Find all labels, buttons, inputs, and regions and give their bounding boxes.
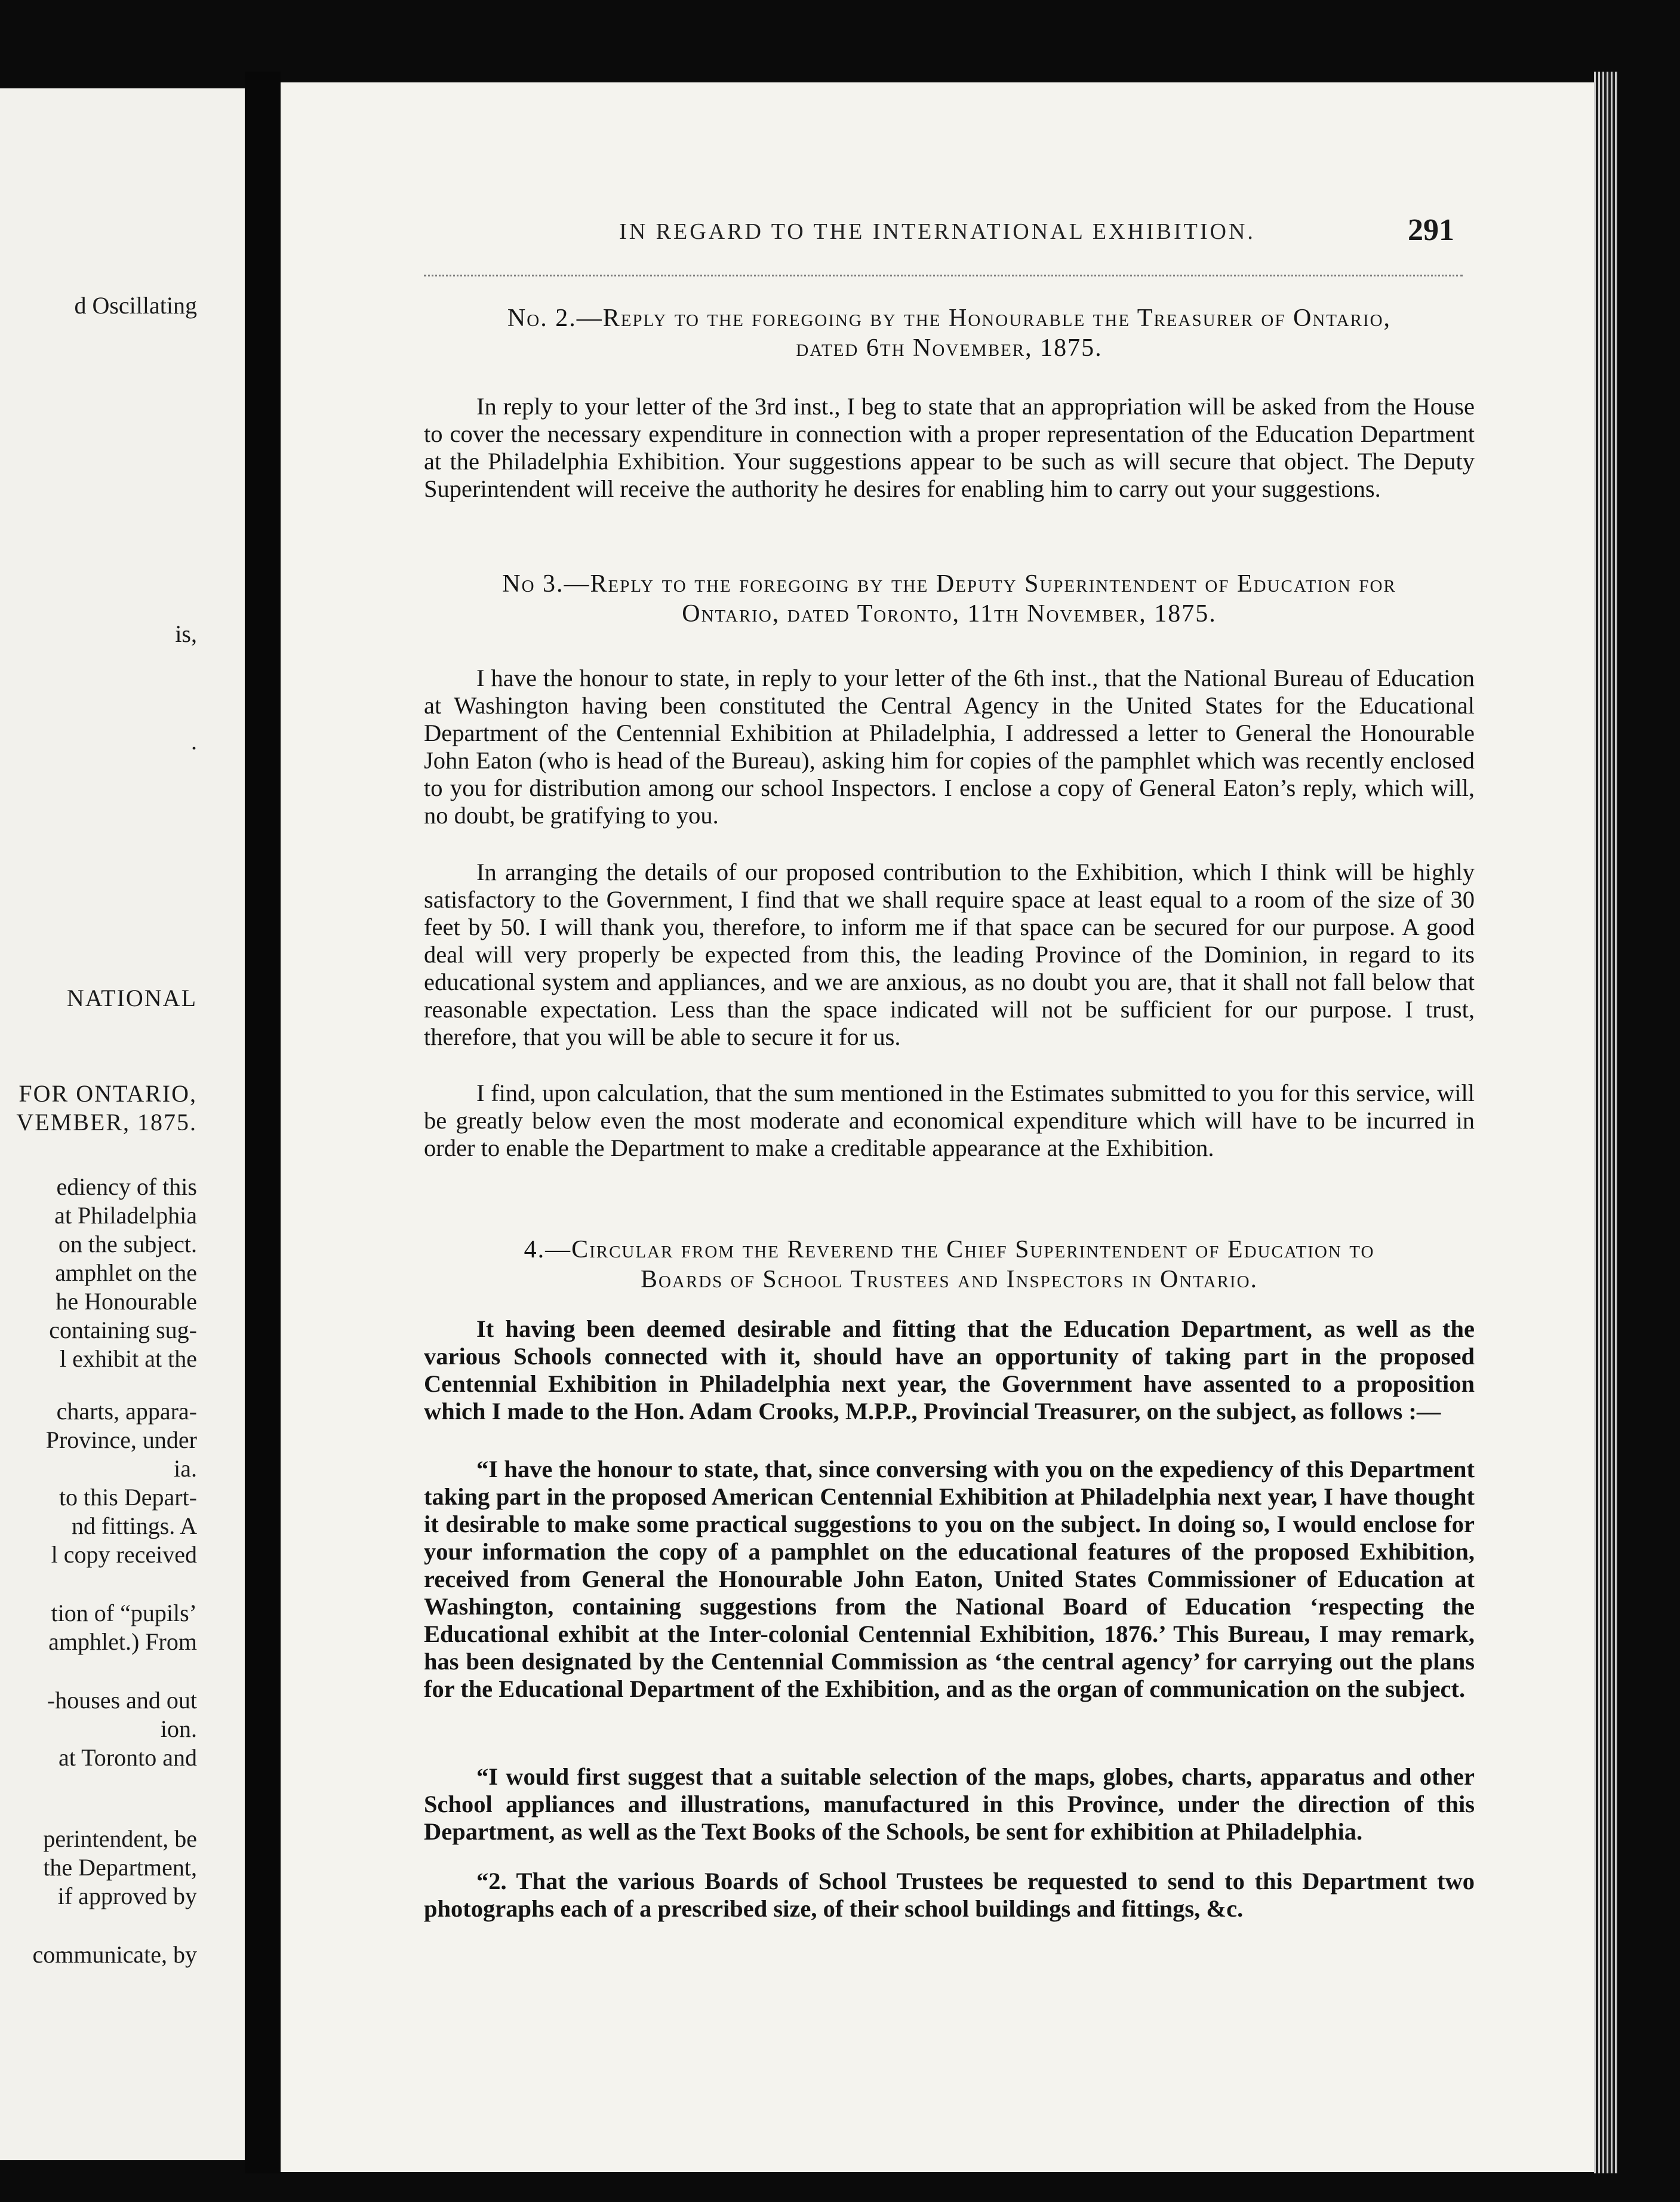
section-2-heading-date: dated 6th November, 1875. (796, 334, 1103, 362)
left-page-line: nd fittings. A (71, 1512, 197, 1539)
section-4-paragraph-4: “2. That the various Boards of School Trustees be requested to send to this Department two photographs each of a prescribed size, of their school buildings and fittings, &c. (424, 1868, 1475, 1922)
section-3-paragraph-1: I have the honour to state, in reply to your letter of the 6th inst., that the National Bureau of Education at Washington having been constituted the Central Agency in the United States for the Educational Department of the Centennial Exhibition at Philadelphia, I addressed a letter to General the Honourable John Eaton (who is head of the Bureau), asking him for copies of the pamphlet which was recently enclosed to you for distribution among our school Inspectors. I enclose a copy of General Eaton’s reply, which will, no doubt, be gratifying to you. (424, 665, 1475, 829)
left-page-line: charts, appara- (56, 1398, 197, 1425)
running-head: IN REGARD TO THE INTERNATIONAL EXHIBITION. (619, 219, 1256, 244)
right-page (281, 82, 1594, 2172)
header-rule (424, 275, 1463, 276)
page-number: 291 (1408, 213, 1454, 247)
left-page-line: NATIONAL (66, 985, 197, 1011)
left-page-line: if approved by (57, 1883, 197, 1909)
left-page-line: tion of “pupils’ (51, 1600, 197, 1626)
left-page-line: containing sug- (49, 1317, 197, 1343)
left-page-line: at Toronto and (59, 1744, 197, 1771)
left-page (0, 88, 245, 2160)
left-page-line: ediency of this (56, 1173, 197, 1200)
section-4-heading-addressees: Boards of School Trustees and Inspectors in Ontario. (640, 1266, 1259, 1293)
left-page-line: perintendent, be (43, 1825, 197, 1852)
section-3-paragraph-2: In arranging the details of our proposed contribution to the Exhibition, which I think will be highly satisfactory to the Government, I find that we shall require space at least equal to a room of the size of 30 feet by 50. I will thank you, therefore, to inform me if that space can be secured for our purpose. A good deal will very properly be expected from this, the leading Province of the Dominion, in regard to its educational system and appliances, and we are anxious, as no doubt you are, that it shall not fall below that reasonable expectation. Less than the space indicated will not be sufficient for our purpose. I trust, therefore, that you will be able to secure it for us. (424, 859, 1475, 1050)
page-edges (1594, 72, 1618, 2173)
left-page-line: l copy received (51, 1541, 197, 1568)
section-4-heading: 4.—Circular from the Reverend the Chief Superintendent of Education to (524, 1236, 1375, 1263)
left-page-line: at Philadelphia (54, 1202, 197, 1229)
left-page-line: d Oscillating (74, 292, 197, 319)
section-3-paragraph-3: I find, upon calculation, that the sum mentioned in the Estimates submitted to you for this service, will be greatly below even the most moderate and economical expenditure which will have to be incurred in order to enable the Department to make a creditable appearance at the Exhibition. (424, 1080, 1475, 1161)
left-page-line: ion. (160, 1715, 197, 1742)
left-page-line: l exhibit at the (60, 1345, 197, 1372)
left-page-line: VEMBER, 1875. (16, 1109, 197, 1136)
left-page-line: the Department, (43, 1854, 197, 1881)
book-gutter (245, 72, 281, 2173)
left-page-line: -houses and out (47, 1687, 197, 1714)
left-page-line: communicate, by (32, 1941, 197, 1968)
section-2-paragraph: In reply to your letter of the 3rd inst., I beg to state that an appropriation will be asked from the House to cover the necessary expenditure in connection with a proper representation of the Education Department at the Philadelphia Exhibition. Your suggestions appear to be such as will secure that object. The Deputy Superintendent will receive the authority he desires for enabling him to carry out your suggestions. (424, 393, 1475, 502)
section-4-paragraph-3: “I would first suggest that a suitable selection of the maps, globes, charts, apparatus and other School appliances and illustrations, manufactured in this Province, under the direction of this Department, as well as the Text Books of the Schools, be sent for exhibition at Philadelphia. (424, 1763, 1475, 1845)
left-page-line: amphlet.) From (48, 1628, 197, 1655)
section-4-paragraph-1: It having been deemed desirable and fitting that the Education Department, as well as the various Schools connected with it, should have an opportunity of taking part in the proposed Centennial Exhibition in Philadelphia next year, the Government have assented to a proposition which I made to the Hon. Adam Crooks, M.P.P., Provincial Treasurer, on the subject, as follows :— (424, 1315, 1475, 1425)
left-page-line: he Honourable (56, 1288, 197, 1315)
section-4-paragraph-2: “I have the honour to state, that, since conversing with you on the expediency of this Department taking part in the proposed American Centennial Exhibition at Philadelphia next year, I have thought it desirable to make some practical suggestions to you on the subject. In doing so, I would enclose for your information the copy of a pamphlet on the educational features of the proposed Exhibition, received from General the Honourable John Eaton, United States Commissioner of Education at Washington, containing suggestions from the National Board of Education ‘respecting the Educational exhibit at the Inter-colonial Centennial Exhibition, 1876.’ This Bureau, I may remark, has been designated by the Centennial Commission as ‘the central agency’ for carrying out the plans for the Educational Department of the Exhibition, and as the organ of communication on the subject. (424, 1456, 1475, 1702)
left-page-line: amphlet on the (55, 1259, 197, 1286)
section-3-heading: No 3.—Reply to the foregoing by the Deputy Superintendent of Education for (502, 570, 1396, 598)
section-2-heading: No. 2.—Reply to the foregoing by the Honourable the Treasurer of Ontario, (507, 305, 1392, 332)
left-page-line: is, (175, 620, 197, 647)
left-page-line: Province, under (45, 1426, 197, 1453)
left-page-line: to this Depart- (59, 1484, 197, 1511)
left-page-line: ia. (174, 1455, 197, 1482)
section-3-heading-date: Ontario, dated Toronto, 11th November, 1875. (682, 600, 1217, 628)
left-page-line: . (191, 728, 197, 755)
left-page-line: FOR ONTARIO, (19, 1080, 197, 1107)
left-page-line: on the subject. (58, 1231, 197, 1257)
